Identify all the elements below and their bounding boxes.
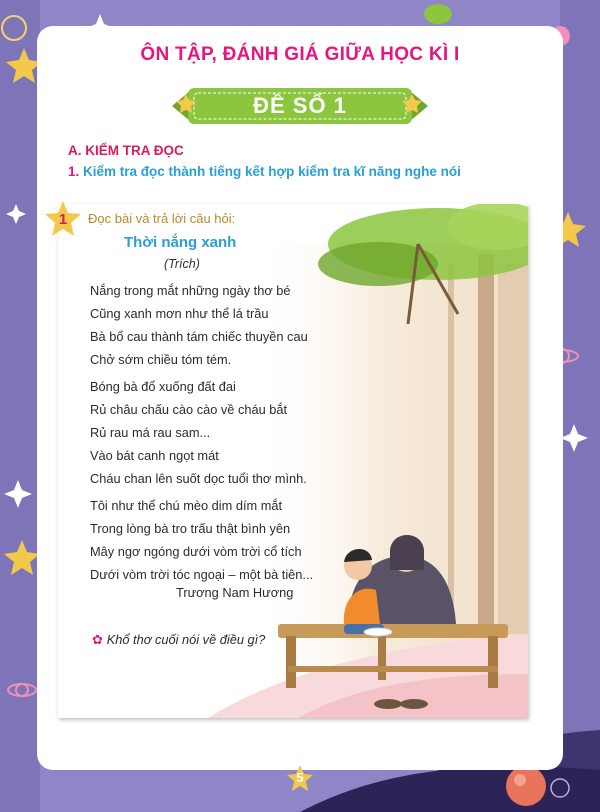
poem-stanza-3	[90, 494, 313, 586]
poem-line: Cũng xanh mơn như thể lá trầu	[90, 306, 269, 321]
poem-line: Bóng bà đổ xuống đất đai	[90, 379, 236, 394]
question-text: Khổ thơ cuối nói về điều gì?	[106, 632, 266, 647]
subsection-text: Kiểm tra đọc thành tiếng kết hợp kiểm tra kĩ năng nghe nói	[83, 164, 461, 179]
poem-line: Chở sớm chiều tóm tém.	[90, 352, 232, 367]
poem-line: Trong lòng bà tro trấu thật bình yên	[90, 521, 291, 536]
poem-note: (Trích)	[164, 257, 200, 271]
subsection-number: 1.	[68, 164, 80, 179]
poem-line: Vào bát canh ngọt mát	[90, 448, 219, 463]
poem-title: Thời nắng xanh	[124, 234, 237, 251]
flower-bullet-icon: ✿	[92, 632, 103, 647]
subsection-heading	[68, 164, 461, 179]
poem-stanza-1	[90, 279, 308, 371]
page-number: 5	[296, 770, 304, 785]
exercise-instruction: Đọc bài và trả lời câu hỏi:	[88, 211, 236, 226]
poem-line: Bà bổ cau thành tám chiếc thuyền cau	[90, 329, 308, 344]
poem-line: Dưới vòm trời tóc ngoại – một bà tiên...	[90, 567, 314, 582]
exercise-number: 1	[58, 211, 68, 228]
poem-line: Rủ châu chấu cào cào về cháu bắt	[90, 402, 288, 417]
poem-line: Tôi như thể chú mèo dim dím mắt	[90, 498, 283, 513]
poem-line: Rủ rau má rau sam...	[90, 425, 211, 440]
exam-number-banner: ĐỀ SỐ 1	[253, 93, 347, 118]
poem-line: Nắng trong mắt những ngày thơ bé	[90, 283, 291, 298]
section-heading: A. KIỂM TRA ĐỌC	[68, 143, 184, 158]
exercise-question	[92, 632, 265, 648]
poem-author: Trương Nam Hương	[176, 585, 294, 600]
poem-line: Cháu chan lên suốt dọc tuổi thơ mình.	[90, 471, 307, 486]
poem-stanza-2	[90, 375, 307, 490]
poem-line: Mây ngơ ngóng dưới vòm trời cổ tích	[90, 544, 302, 559]
page-title: ÔN TẬP, ĐÁNH GIÁ GIỮA HỌC KÌ I	[140, 44, 460, 65]
